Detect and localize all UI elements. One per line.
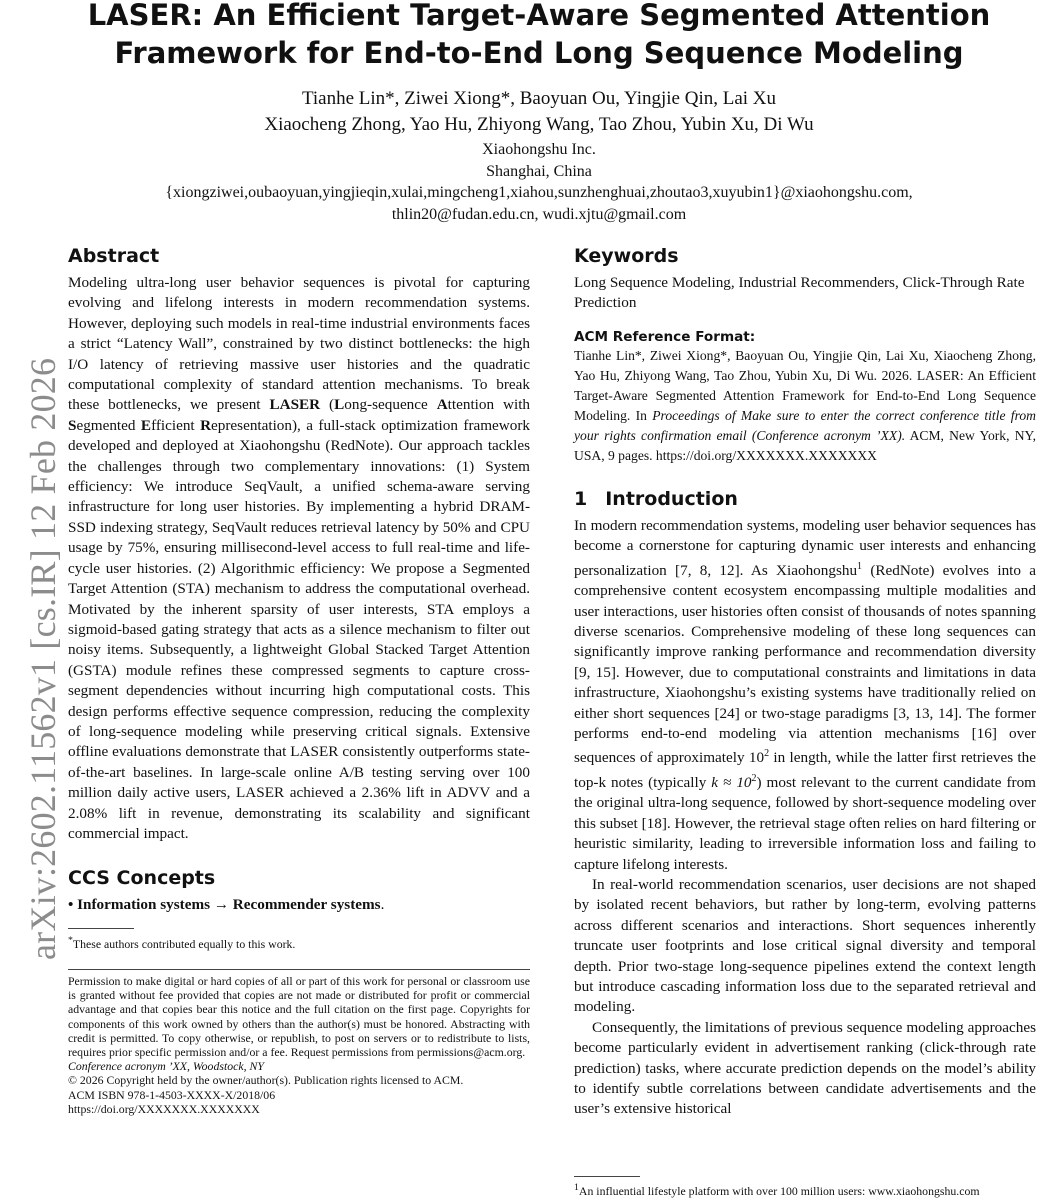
paper-title: [60, 0, 1018, 72]
keywords-text: Long Sequence Modeling, Industrial Recommenders, Click-Through Rate Prediction: [574, 274, 1025, 312]
author-list: [60, 86, 1018, 138]
emails-line-2: thlin20@fudan.edu.cn, wudi.xjtu@gmail.com: [391, 205, 687, 223]
intro-paragraph-2: In real-world recommendation scenarios, user decisions are not shaped by isolated recent behaviors, but rather by long-term, evolving patterns across different scenarios and interactions. Short sequences inherently truncate user footprints and lose critical signal diversity and temporal depth. Prior two-stage long-sequence pipelines extend the context length but introduce cascading information loss due to the separated retrieval and modeling.: [574, 875, 1036, 1016]
title-line-2: Framework for End-to-End Long Sequence Modeling: [114, 36, 964, 70]
authors-line-1: Tianhe Lin*, Ziwei Xiong*, Baoyuan Ou, Yingjie Qin, Lai Xu: [301, 88, 777, 109]
ccs-concept: • Information systems → Recommender systems.: [68, 896, 385, 914]
title-line-1: LASER: An Efficient Target-Aware Segmented Attention: [87, 0, 991, 32]
affiliation: [60, 139, 1018, 225]
isbn-info: ACM ISBN 978-1-4503-XXXX-X/2018/06: [68, 1087, 276, 1102]
abstract-text: Modeling ultra-long user behavior sequences is pivotal for capturing evolving and lifelong interests in modern recommendation systems. However, deploying such models in real-time industrial environments faces a strict “Latency Wall”, constrained by two distinct bottlenecks: the high I/O latency of retrieving massive user histories and the quadratic computational complexity of standard attention mechanisms. To break these bottlenecks, we present LASER (Long-sequence Attention with Segmented Efficient Representation), a full-stack optimization framework developed and deployed at Xiaohongshu (RedNote). Our approach tackles the challenges through two complementary innovations: (1) System efficiency: We introduce SeqVault, a unified schema-aware serving infrastructure for long user histories. By implementing a hybrid DRAM-SSD indexing strategy, SeqVault reduces retrieval latency by 50% and CPU usage by 75%, ensuring millisecond-level access to full real-time and life-cycle user histories. (2) Algorithmic efficiency: We propose a Segmented Target Attention (STA) mechanism to address the computational overhead. Motivated by the inherent sparsity of user interests, STA employs a sigmoid-based gating strategy that acts as a silence mechanism to filter out noisy items. Subsequently, a lightweight Global Stacked Target Attention (GSTA) module refines these compressed segments to capture cross-segment dependencies without incurring high computational costs. This design performs effective sequence compression, reducing the complexity of long-sequence modeling while preserving critical signals. Extensive offline evaluations demonstrate that LASER consistently outperforms state-of-the-art baselines. In large-scale online A/B testing serving over 100 million daily active users, LASER achieved a 2.36% lift in ADVV and a 2.08% lift in revenue, demonstrating its scalability and significant commercial impact.: [68, 274, 531, 842]
equal-contribution-note: *These authors contributed equally to this work.: [68, 934, 296, 951]
footnote-1: $^1$An influential lifestyle platform with over 100 million users: www.xiaohongshu.com: [574, 1182, 980, 1198]
ccs-heading: CCS Concepts: [68, 867, 216, 890]
acm-reference-text: Tianhe Lin*, Ziwei Xiong*, Baoyuan Ou, Yingjie Qin, Lai Xu, Xiaocheng Zhong, Yao Hu, Zhiyong Wang, Tao Zhou, Yubin Xu, Di Wu. 2026. LASER: An Efficient Target-Aware Segmented Attention Framework for End-to-End Long Sequence Modeling. In Proceedings of Make sure to enter the correct conference title from your rights confirmation email (Conference acronym ’XX). ACM, New York, NY, USA, 9 pages. https://doi.org/XXXXXXX.XXXXXXX: [574, 347, 1036, 463]
doi-link[interactable]: https://doi.org/XXXXXXX.XXXXXXX: [68, 1101, 260, 1116]
acm-reference-heading: ACM Reference Format:: [574, 328, 756, 345]
authors-line-2: Xiaocheng Zhong, Yao Hu, Zhiyong Wang, Tao Zhou, Yubin Xu, Di Wu: [264, 114, 814, 135]
arxiv-identifier: arXiv:2602.11562v1 [cs.IR] 12 Feb 2026: [23, 357, 63, 960]
copyright-info: © 2026 Copyright held by the owner/author(s). Publication rights licensed to ACM.: [68, 1073, 464, 1088]
footnote-1-rule: [574, 1176, 640, 1177]
intro-paragraph-3: Consequently, the limitations of previous sequence modeling approaches become particularly evident in advertisement ranking (click-through rate prediction) tasks, where accurate prediction depends on the model’s ability to identify subtle correlations between candidate advertisements and the user’s extensive historical: [574, 1018, 1036, 1118]
intro-paragraph-1: In modern recommendation systems, modeling user behavior sequences has become a cornerstone for capturing dynamic user interests and enhancing personalization [7, 8, 12]. As Xiaohongshu$^1$ (RedNote) evolves into a comprehensive content ecosystem encompassing multiple modalities and user interactions, user histories often consist of thousands of notes spanning diverse scenarios. Comprehensive modeling of these long sequences can significantly improve ranking performance and recommendation diversity [9, 15]. However, due to computational constraints and limitations in data infrastructure, Xiaohongshu’s existing systems have traditionally relied on either short sequences [24] or two-stage paradigms [3, 13, 14]. The former performs end-to-end modeling via attention mechanisms [16] over sequences of approximately $10^2$ in length, while the latter first retrieves the top-k notes (typically $k \approx 10^2$) most relevant to the current candidate from the original ultra-long sequence, followed by short-sequence modeling over this subset [18]. However, the retrieval stage often relies on hard filtering or heuristic similarity, leading to irreversible information loss and failing to capture lifelong interests.: [574, 516, 1036, 873]
permission-notice: Permission to make digital or hard copies of all or part of this work for personal or classroom use is granted without fee provided that copies are not made or distributed for profit or commercial advantage and that copies bear this notice and the full citation on the first page. Copyrights for components of this work owned by others than the author(s) must be honored. Abstracting with credit is permitted. To copy otherwise, or republish, to post on servers or to redistribute to lists, requires prior specific permission and/or a fee. Request permissions from permissions@acm.org.: [68, 973, 530, 1059]
keywords-heading: Keywords: [574, 245, 679, 267]
left-column: [68, 244, 530, 1116]
right-column: [574, 244, 1036, 1120]
conference-info: Conference acronym ’XX, Woodstock, NY: [68, 1059, 264, 1074]
footnote-rule: [68, 928, 134, 929]
emails-line-1: {xiongziwei,oubaoyuan,yingjieqin,xulai,mingcheng1,xiahou,sunzhenghuai,zhoutao3,xuyubin1}@xiaohongshu.com,: [165, 184, 913, 201]
permission-rule: [68, 969, 530, 970]
abstract-heading: Abstract: [68, 245, 160, 267]
location: Shanghai, China: [486, 162, 592, 180]
organization: Xiaohongshu Inc.: [482, 141, 596, 158]
footnote-1-area: [574, 1176, 1036, 1198]
introduction-heading: 1 Introduction: [574, 487, 738, 510]
